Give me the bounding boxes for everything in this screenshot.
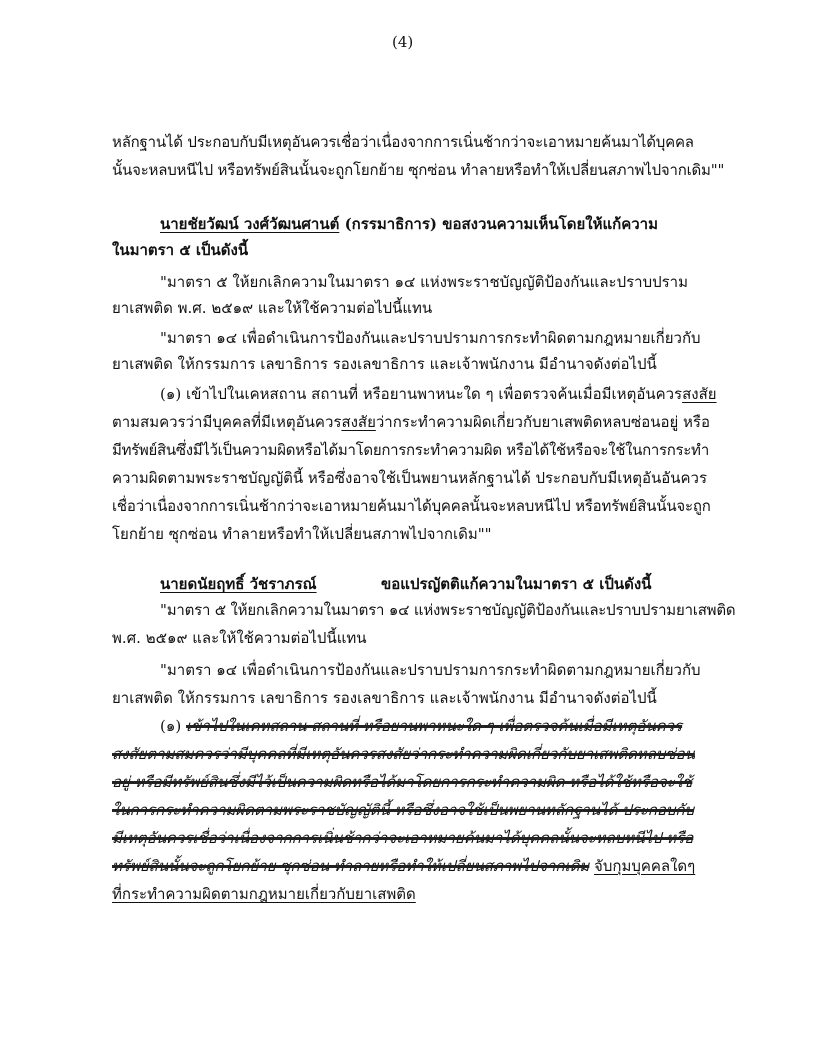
amendment-line: "มาตรา ๕ ให้ยกเลิกความในมาตรา ๑๔ แห่งพระราชบัญญัติป้องกันและปราบปราม [160, 273, 688, 291]
amendment-line [160, 384, 717, 404]
intro-line-2: นั้นจะหลบหนีไป หรือทรัพย์สินนั้นจะถูกโยกย้าย ซุกซ่อน ทำลายหรือทำให้เปลี่ยนสภาพไปจากเดิม"" [112, 161, 725, 179]
amendment-line: "มาตรา ๕ ให้ยกเลิกความในมาตรา ๑๔ แห่งพระราชบัญญัติป้องกันและปราบปรามยาเสพติด [160, 601, 736, 619]
speaker-name: นายชัยวัฒน์ วงศ์วัฒนศานต์ [160, 215, 340, 233]
amendment-line: "มาตรา ๑๔ เพื่อดำเนินการป้องกันและปราบปรามการกระทำผิดตามกฎหมายเกี่ยวกับ [160, 661, 701, 679]
clause-number: (๑) [160, 717, 182, 735]
amendment-line: ยาเสพติด ให้กรรมการ เลขาธิการ รองเลขาธิการ และเจ้าพนักงาน มีอำนาจดังต่อไปนี้ [112, 355, 657, 373]
amendment-line: ยาเสพติด พ.ศ. ๒๕๑๙ และให้ใช้ความต่อไปนี้แทน [112, 299, 433, 317]
amendment-line: ยาเสพติด ให้กรรมการ เลขาธิการ รองเลขาธิการ และเจ้าพนักงาน มีอำนาจดังต่อไปนี้ [112, 689, 657, 707]
inserted-text: จับกุมบุคคลใดๆ [594, 857, 696, 875]
underlined-word: สงสัย [341, 413, 376, 431]
section-heading-2: ในมาตรา ๕ เป็นดังนี้ [112, 241, 249, 259]
struck-line: สงสัยตามสมควรว่ามีบุคคลที่มีเหตุอันควรสงสัยว่ากระทำความผิดเกี่ยวกับยาเสพติดหลบซ่อน [112, 745, 695, 763]
amendment-line: โยกย้าย ซุกซ่อน ทำลายหรือทำให้เปลี่ยนสภาพไปจากเดิม"" [112, 525, 492, 543]
underlined-word: สงสัย [682, 385, 717, 403]
amendment-line: พ.ศ. ๒๕๑๙ และให้ใช้ความต่อไปนี้แทน [112, 629, 367, 647]
section-heading [160, 214, 658, 234]
struck-line [112, 856, 695, 876]
amendment-text: ตามสมควรว่ามีบุคคลที่มีเหตุอันควร [112, 413, 342, 431]
struck-line: ในการกระทำความผิดตามพระราชบัญญัตินี้ หรือซึ่งอาจใช้เป็นพยานหลักฐานได้ ประกอบกับ [112, 801, 694, 819]
amendment-text: ว่ากระทำความผิดเกี่ยวกับยาเสพติดหลบซ่อนอยู่ หรือ [375, 413, 710, 431]
struck-text: ทรัพย์สินนั้นจะถูกโยกย้าย ซุกซ่อน ทำลายหรือทำให้เปลี่ยนสภาพไปจากเดิม [112, 857, 590, 875]
struck-line [160, 716, 682, 736]
page-number: (4) [392, 33, 414, 51]
amendment-line: เชื่อว่าเนื่องจากการเนิ่นช้ากว่าจะเอาหมายค้นมาได้บุคคลนั้นจะหลบหนีไป หรือทรัพย์สินนั้นจะถูก [112, 497, 711, 515]
speaker-role: ขอแปรญัตติแก้ความในมาตรา ๕ เป็นดังนี้ [381, 575, 652, 593]
speaker-name: นายดนัยฤทธิ์ วัชราภรณ์ [160, 575, 317, 593]
amendment-line: "มาตรา ๑๔ เพื่อดำเนินการป้องกันและปราบปรามการกระทำผิดตามกฎหมายเกี่ยวกับ [160, 329, 701, 347]
speaker-role: (กรรมาธิการ) ขอสงวนความเห็นโดยให้แก้ความ [344, 215, 658, 233]
struck-line: มีเหตุอันควรเชื่อว่าเนื่องจากการเนิ่นช้ากว่าจะเอาหมายค้นมาได้บุคคลนั้นจะหลบหนีไป หรือ [112, 829, 694, 847]
inserted-line: ที่กระทำความผิดตามกฎหมายเกี่ยวกับยาเสพติด [112, 885, 416, 903]
amendment-line: ความผิดตามพระราชบัญญัตินี้ หรือซึ่งอาจใช้เป็นพยานหลักฐานได้ ประกอบกับมีเหตุอันอันควร [112, 469, 707, 487]
intro-line-1: หลักฐานได้ ประกอบกับมีเหตุอันควรเชื่อว่าเนื่องจากการเนิ่นช้ากว่าจะเอาหมายค้นมาได้บุคคล [112, 133, 694, 151]
section-heading [160, 574, 651, 594]
amendment-line: มีทรัพย์สินซึ่งมีไว้เป็นความผิดหรือได้มาโดยการกระทำความผิด หรือได้ใช้หรือจะใช้ในการกระทำ [112, 441, 710, 459]
struck-text: เข้าไปในเคหสถาน สถานที่ หรือยานพาหนะใด ๆ เพื่อตรวจค้นเมื่อมีเหตุอันควร [186, 717, 683, 735]
amendment-text: (๑) เข้าไปในเคหสถาน สถานที่ หรือยานพาหนะใด ๆ เพื่อตรวจค้นเมื่อมีเหตุอันควร [160, 385, 683, 403]
amendment-line [112, 412, 710, 432]
struck-line: อยู่ หรือมีทรัพย์สินซึ่งมีไว้เป็นความผิดหรือได้มาโดยการกระทำความผิด หรือได้ใช้หรือจะใช้ [112, 773, 693, 791]
